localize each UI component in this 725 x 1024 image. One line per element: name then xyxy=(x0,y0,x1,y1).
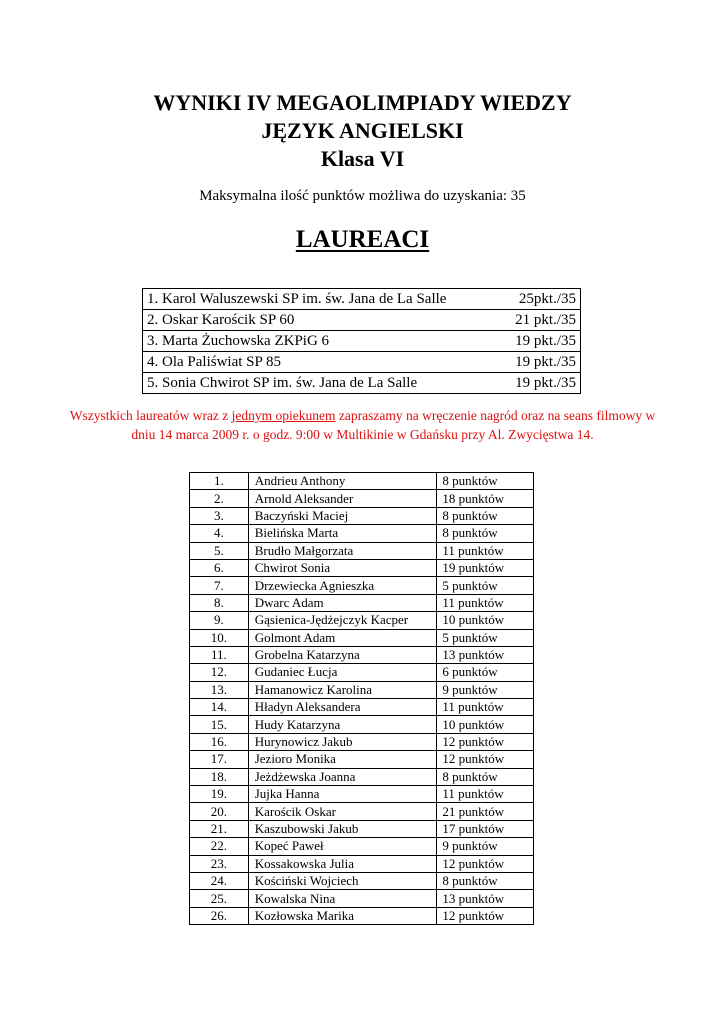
row-number: 13. xyxy=(190,681,249,698)
table-row xyxy=(190,490,534,507)
student-score: 12 punktów xyxy=(437,907,534,924)
row-number: 11. xyxy=(190,646,249,663)
max-points-note: Maksymalna ilość punktów możliwa do uzyskania: 35 xyxy=(199,188,526,204)
invitation-note xyxy=(60,406,665,444)
table-row xyxy=(190,629,534,646)
table-row xyxy=(190,525,534,542)
student-score: 6 punktów xyxy=(437,664,534,681)
invitation-text-start: Wszystkich laureatów wraz z xyxy=(69,408,232,423)
student-score: 8 punktów xyxy=(437,768,534,785)
student-score: 13 punktów xyxy=(437,646,534,663)
row-number: 9. xyxy=(190,612,249,629)
table-row xyxy=(190,473,534,490)
table-row xyxy=(190,681,534,698)
student-name: Hurynowicz Jakub xyxy=(248,733,437,750)
student-name: Hładyn Aleksandera xyxy=(248,699,437,716)
invitation-text-end: zapraszamy na wręczenie nagród oraz na seans filmowy w dniu 14 marca 2009 r. o godz. 9:00 w Multikinie w Gdańsku przy Al. Zwycięstwa 14. xyxy=(131,408,656,442)
student-name: Kossakowska Julia xyxy=(248,855,437,872)
subject-title: JĘZYK ANGIELSKI xyxy=(261,118,464,143)
student-name: Bielińska Marta xyxy=(248,525,437,542)
student-name: Andrieu Anthony xyxy=(248,473,437,490)
table-row xyxy=(190,855,534,872)
laureate-points: 25pkt./35 xyxy=(518,290,576,307)
student-score: 11 punktów xyxy=(437,786,534,803)
row-number: 14. xyxy=(190,699,249,716)
row-number: 6. xyxy=(190,559,249,576)
laureate-row xyxy=(143,331,580,352)
student-score: 9 punktów xyxy=(437,838,534,855)
student-name: Gąsienica-Jędżejczyk Kacper xyxy=(248,612,437,629)
table-row xyxy=(190,751,534,768)
laureates-heading: LAUREACI xyxy=(295,226,430,253)
table-row xyxy=(190,768,534,785)
student-name: Gudaniec Łucja xyxy=(248,664,437,681)
row-number: 22. xyxy=(190,838,249,855)
table-row xyxy=(190,646,534,663)
laureate-row xyxy=(143,373,580,393)
student-score: 5 punktów xyxy=(437,629,534,646)
laureates-list xyxy=(142,288,581,394)
laureate-row xyxy=(143,352,580,373)
student-score: 17 punktów xyxy=(437,820,534,837)
student-score: 19 punktów xyxy=(437,559,534,576)
results-table xyxy=(189,472,534,925)
row-number: 1. xyxy=(190,473,249,490)
class-title: Klasa VI xyxy=(320,146,405,171)
row-number: 10. xyxy=(190,629,249,646)
student-name: Grobelna Katarzyna xyxy=(248,646,437,663)
student-score: 13 punktów xyxy=(437,890,534,907)
table-row xyxy=(190,716,534,733)
row-number: 7. xyxy=(190,577,249,594)
laureate-name: 3. Marta Żuchowska ZKPiG 6 xyxy=(147,332,330,349)
page-title: WYNIKI IV MEGAOLIMPIADY WIEDZY xyxy=(153,90,572,115)
student-name: Dwarc Adam xyxy=(248,594,437,611)
student-name: Brudło Małgorzata xyxy=(248,542,437,559)
row-number: 17. xyxy=(190,751,249,768)
row-number: 25. xyxy=(190,890,249,907)
row-number: 18. xyxy=(190,768,249,785)
table-row xyxy=(190,838,534,855)
student-score: 5 punktów xyxy=(437,577,534,594)
student-score: 12 punktów xyxy=(437,751,534,768)
table-row xyxy=(190,699,534,716)
student-name: Drzewiecka Agnieszka xyxy=(248,577,437,594)
row-number: 2. xyxy=(190,490,249,507)
row-number: 8. xyxy=(190,594,249,611)
student-name: Kościński Wojciech xyxy=(248,872,437,889)
row-number: 24. xyxy=(190,872,249,889)
student-score: 10 punktów xyxy=(437,612,534,629)
row-number: 15. xyxy=(190,716,249,733)
table-row xyxy=(190,786,534,803)
table-row xyxy=(190,542,534,559)
row-number: 16. xyxy=(190,733,249,750)
laureate-name: 1. Karol Waluszewski SP im. św. Jana de La Salle xyxy=(147,290,447,307)
laureate-row xyxy=(143,310,580,331)
student-name: Jeżdżewska Joanna xyxy=(248,768,437,785)
student-name: Golmont Adam xyxy=(248,629,437,646)
row-number: 26. xyxy=(190,907,249,924)
student-name: Jezioro Monika xyxy=(248,751,437,768)
table-row xyxy=(190,907,534,924)
student-score: 12 punktów xyxy=(437,855,534,872)
student-score: 11 punktów xyxy=(437,699,534,716)
table-row xyxy=(190,559,534,576)
laureate-row xyxy=(143,289,580,310)
table-row xyxy=(190,733,534,750)
table-row xyxy=(190,890,534,907)
row-number: 4. xyxy=(190,525,249,542)
laureate-name: 5. Sonia Chwirot SP im. św. Jana de La Salle xyxy=(147,374,418,391)
student-name: Kopeć Paweł xyxy=(248,838,437,855)
laureate-points: 19 pkt./35 xyxy=(515,374,576,391)
laureate-points: 21 pkt./35 xyxy=(515,311,576,328)
student-score: 21 punktów xyxy=(437,803,534,820)
table-row xyxy=(190,872,534,889)
table-row xyxy=(190,820,534,837)
row-number: 21. xyxy=(190,820,249,837)
laureate-points: 19 pkt./35 xyxy=(515,332,576,349)
student-score: 8 punktów xyxy=(437,525,534,542)
row-number: 20. xyxy=(190,803,249,820)
row-number: 23. xyxy=(190,855,249,872)
student-name: Arnold Aleksander xyxy=(248,490,437,507)
row-number: 12. xyxy=(190,664,249,681)
student-score: 8 punktów xyxy=(437,473,534,490)
student-score: 10 punktów xyxy=(437,716,534,733)
table-row xyxy=(190,612,534,629)
row-number: 19. xyxy=(190,786,249,803)
student-name: Kowalska Nina xyxy=(248,890,437,907)
student-name: Kaszubowski Jakub xyxy=(248,820,437,837)
student-score: 11 punktów xyxy=(437,542,534,559)
student-score: 8 punktów xyxy=(437,507,534,524)
student-name: Jujka Hanna xyxy=(248,786,437,803)
student-name: Hamanowicz Karolina xyxy=(248,681,437,698)
student-score: 8 punktów xyxy=(437,872,534,889)
table-row xyxy=(190,594,534,611)
row-number: 5. xyxy=(190,542,249,559)
laureate-name: 4. Ola Paliświat SP 85 xyxy=(147,353,282,370)
student-score: 12 punktów xyxy=(437,733,534,750)
student-score: 9 punktów xyxy=(437,681,534,698)
student-score: 11 punktów xyxy=(437,594,534,611)
invitation-underlined: jednym opiekunem xyxy=(231,408,336,423)
student-name: Hudy Katarzyna xyxy=(248,716,437,733)
student-score: 18 punktów xyxy=(437,490,534,507)
student-name: Chwirot Sonia xyxy=(248,559,437,576)
table-row xyxy=(190,664,534,681)
row-number: 3. xyxy=(190,507,249,524)
laureate-points: 19 pkt./35 xyxy=(515,353,576,370)
student-name: Baczyński Maciej xyxy=(248,507,437,524)
student-name: Karościk Oskar xyxy=(248,803,437,820)
table-row xyxy=(190,577,534,594)
laureate-name: 2. Oskar Karościk SP 60 xyxy=(147,311,295,328)
table-row xyxy=(190,507,534,524)
student-name: Kozłowska Marika xyxy=(248,907,437,924)
table-row xyxy=(190,803,534,820)
